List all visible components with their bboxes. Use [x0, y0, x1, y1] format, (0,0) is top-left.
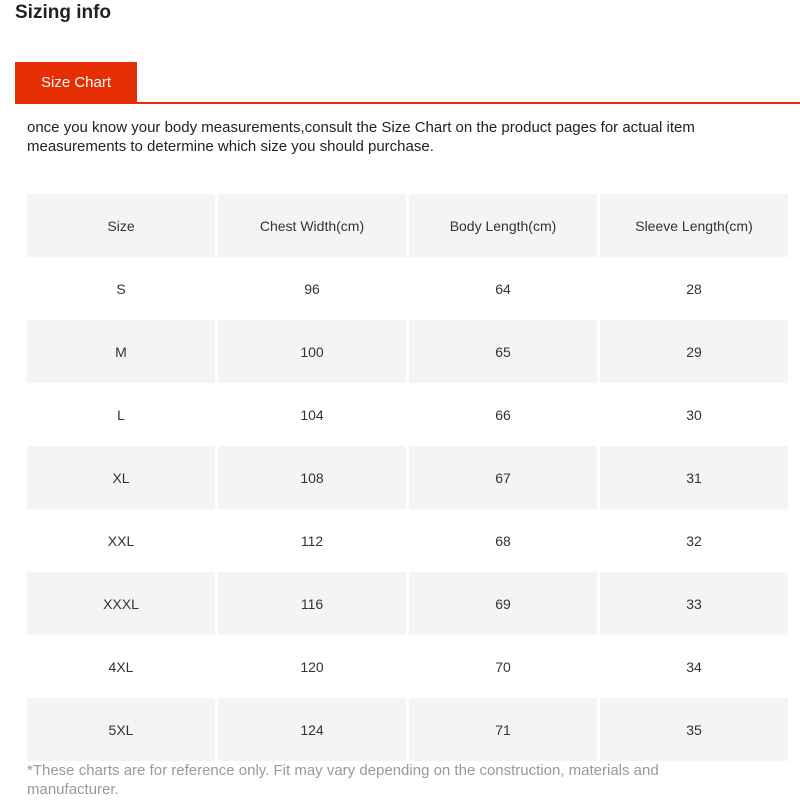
cell-sleeve-length: 31	[600, 446, 788, 509]
cell-size: XXL	[107, 532, 135, 549]
cell-body-length: 69	[409, 572, 597, 635]
cell-sleeve-length: 34	[686, 658, 702, 675]
table-row	[27, 320, 788, 383]
table-row	[27, 446, 788, 509]
cell-body-length: 68	[495, 532, 511, 549]
table-row	[27, 257, 788, 320]
header-sleeve-length: Sleeve Length(cm)	[600, 194, 788, 257]
cell-chest-width: 120	[300, 658, 324, 675]
page-title: Sizing info	[15, 2, 112, 23]
cell-sleeve-length: 29	[600, 320, 788, 383]
cell-chest-width: 124	[218, 698, 406, 761]
table-row	[27, 383, 788, 446]
tab-size-chart[interactable]: Size Chart	[15, 62, 137, 104]
cell-chest-width: 116	[218, 572, 406, 635]
cell-size: 5XL	[27, 698, 215, 761]
tab-underline	[15, 102, 800, 104]
tab-bar	[15, 62, 800, 104]
table-row	[27, 635, 788, 698]
cell-size: M	[27, 320, 215, 383]
table-row	[27, 698, 788, 761]
table-header-row	[27, 194, 788, 257]
cell-sleeve-length: 30	[686, 406, 702, 423]
cell-body-length: 64	[495, 280, 511, 297]
cell-sleeve-length: 33	[600, 572, 788, 635]
cell-size: L	[117, 406, 125, 423]
footnote-disclaimer: *These charts are for reference only. Fit may vary depending on the construction, materials and manufacturer.	[27, 762, 659, 798]
intro-text: once you know your body measurements,consult the Size Chart on the product pages for actual item measurements to determine which size you should purchase.	[27, 119, 695, 155]
cell-chest-width: 96	[304, 280, 320, 297]
cell-size: XL	[27, 446, 215, 509]
cell-sleeve-length: 28	[686, 280, 702, 297]
cell-sleeve-length: 32	[686, 532, 702, 549]
cell-body-length: 66	[495, 406, 511, 423]
table-row	[27, 572, 788, 635]
header-chest-width: Chest Width(cm)	[218, 194, 406, 257]
cell-body-length: 67	[409, 446, 597, 509]
cell-size: S	[116, 280, 126, 297]
header-body-length: Body Length(cm)	[409, 194, 597, 257]
cell-chest-width: 108	[218, 446, 406, 509]
size-chart-table	[24, 194, 791, 761]
cell-body-length: 70	[495, 658, 511, 675]
table-row	[27, 509, 788, 572]
cell-size: 4XL	[108, 658, 134, 675]
cell-size: XXXL	[27, 572, 215, 635]
cell-chest-width: 100	[218, 320, 406, 383]
cell-body-length: 71	[409, 698, 597, 761]
cell-chest-width: 112	[300, 532, 324, 549]
cell-body-length: 65	[409, 320, 597, 383]
cell-chest-width: 104	[300, 406, 324, 423]
cell-sleeve-length: 35	[600, 698, 788, 761]
header-size: Size	[27, 194, 215, 257]
